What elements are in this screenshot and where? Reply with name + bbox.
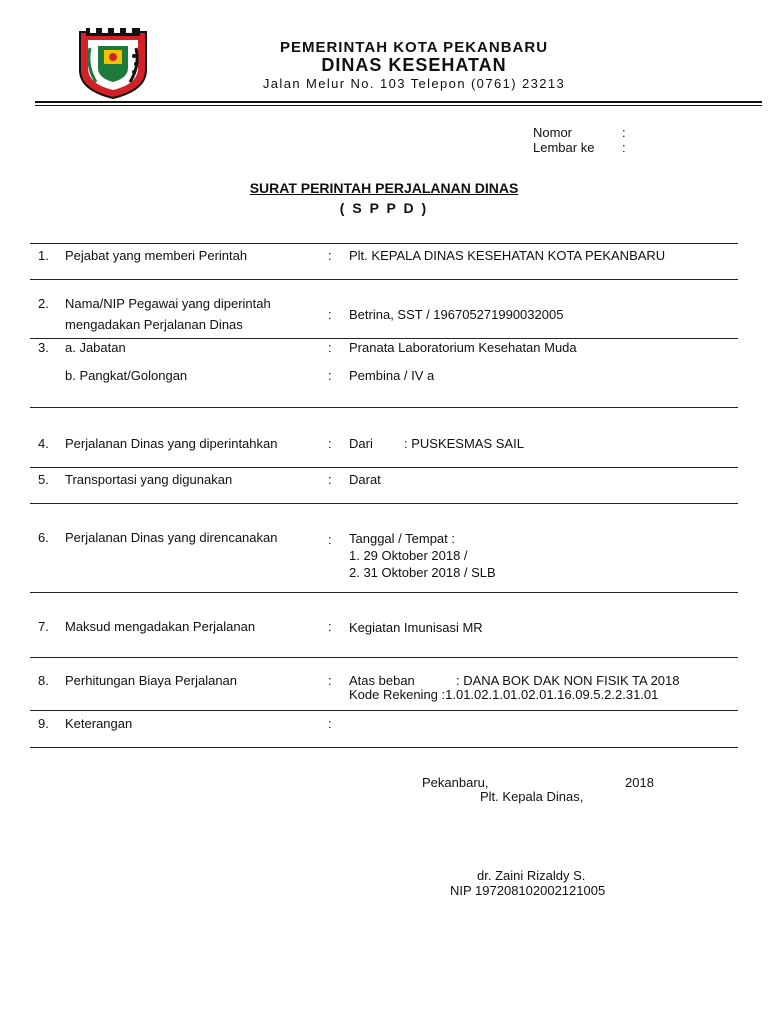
row-value: Kode Rekening :1.01.02.1.01.02.01.16.09.5.2.2.31.01	[349, 687, 659, 702]
agency-address: Jalan Melur No. 103 Telepon (0761) 23213	[262, 76, 566, 91]
row-label: Perjalanan Dinas yang direncanakan	[65, 530, 278, 545]
table-line	[30, 338, 738, 339]
lembar-label: Lembar ke	[533, 140, 595, 155]
row-number: 9.	[38, 716, 49, 731]
table-line	[30, 710, 738, 711]
row-label: Perjalanan Dinas yang diperintahkan	[65, 436, 278, 451]
row-number: 5.	[38, 472, 49, 487]
table-line	[30, 407, 738, 408]
row-number: 6.	[38, 530, 49, 545]
row-value: 2. 31 Oktober 2018 / SLB	[349, 565, 496, 580]
signature-position: Plt. Kepala Dinas,	[480, 789, 584, 804]
table-line	[30, 467, 738, 468]
nomor-label: Nomor	[533, 125, 573, 140]
lembar-colon: :	[622, 140, 626, 155]
nomor-colon: :	[622, 125, 626, 140]
row-value-key: Dari	[349, 436, 373, 451]
signatory-name: dr. Zaini Rizaldy S.	[477, 868, 586, 883]
row-value: : PUSKESMAS SAIL	[404, 436, 524, 451]
row-colon: :	[328, 307, 332, 322]
row-value: Pranata Laboratorium Kesehatan Muda	[349, 340, 577, 355]
table-line	[30, 592, 738, 593]
row-colon: :	[328, 619, 332, 634]
government-name: PEMERINTAH KOTA PEKANBARU	[279, 39, 549, 56]
table-line	[30, 503, 738, 504]
agency-name: DINAS KESEHATAN	[321, 55, 507, 75]
letterhead-rule-thin	[35, 105, 762, 106]
row-label: a. Jabatan	[65, 340, 126, 355]
table-line	[30, 657, 738, 658]
row-colon: :	[328, 673, 332, 688]
signatory-nip: NIP 197208102002121005	[450, 883, 606, 898]
table-line	[30, 747, 738, 748]
signature-place: Pekanbaru,	[422, 775, 489, 790]
row-colon: :	[328, 716, 332, 731]
row-value: : DANA BOK DAK NON FISIK TA 2018	[456, 673, 680, 688]
document-abbreviation: ( S P P D )	[339, 200, 429, 216]
row-label: Nama/NIP Pegawai yang diperintah	[65, 296, 271, 311]
row-value: Plt. KEPALA DINAS KESEHATAN KOTA PEKANBARU	[349, 248, 666, 263]
row-label: Transportasi yang digunakan	[65, 472, 233, 487]
row-number: 2.	[38, 296, 49, 311]
row-colon: :	[328, 340, 332, 355]
row-number: 7.	[38, 619, 49, 634]
row-number: 3.	[38, 340, 49, 355]
row-value: 1. 29 Oktober 2018 /	[349, 548, 468, 563]
row-value: Kegiatan Imunisasi MR	[349, 620, 483, 635]
signature-year: 2018	[625, 775, 654, 790]
table-line	[30, 279, 738, 280]
row-colon: :	[328, 248, 332, 263]
row-label: Maksud mengadakan Perjalanan	[65, 619, 256, 634]
row-label: Keterangan	[65, 716, 133, 731]
row-label: Pejabat yang memberi Perintah	[65, 248, 248, 263]
row-colon: :	[328, 436, 332, 451]
row-label: Perhitungan Biaya Perjalanan	[65, 673, 238, 688]
row-colon: :	[328, 368, 332, 383]
letterhead-rule-thick	[35, 101, 762, 103]
row-number: 4.	[38, 436, 49, 451]
row-value: Pembina / IV a	[349, 368, 435, 383]
row-value: Darat	[349, 472, 381, 487]
row-number: 8.	[38, 673, 49, 688]
row-value: Betrina, SST / 196705271990032005	[349, 307, 564, 322]
row-label: b. Pangkat/Golongan	[65, 368, 188, 383]
row-label-continued: mengadakan Perjalanan Dinas	[65, 317, 243, 332]
row-number: 1.	[38, 248, 49, 263]
row-value: Tanggal / Tempat :	[349, 531, 455, 546]
document-title: SURAT PERINTAH PERJALANAN DINAS	[249, 180, 519, 196]
row-colon: :	[328, 472, 332, 487]
row-colon: :	[328, 532, 332, 547]
table-line	[30, 243, 738, 244]
row-value-key: Atas beban	[349, 673, 415, 688]
